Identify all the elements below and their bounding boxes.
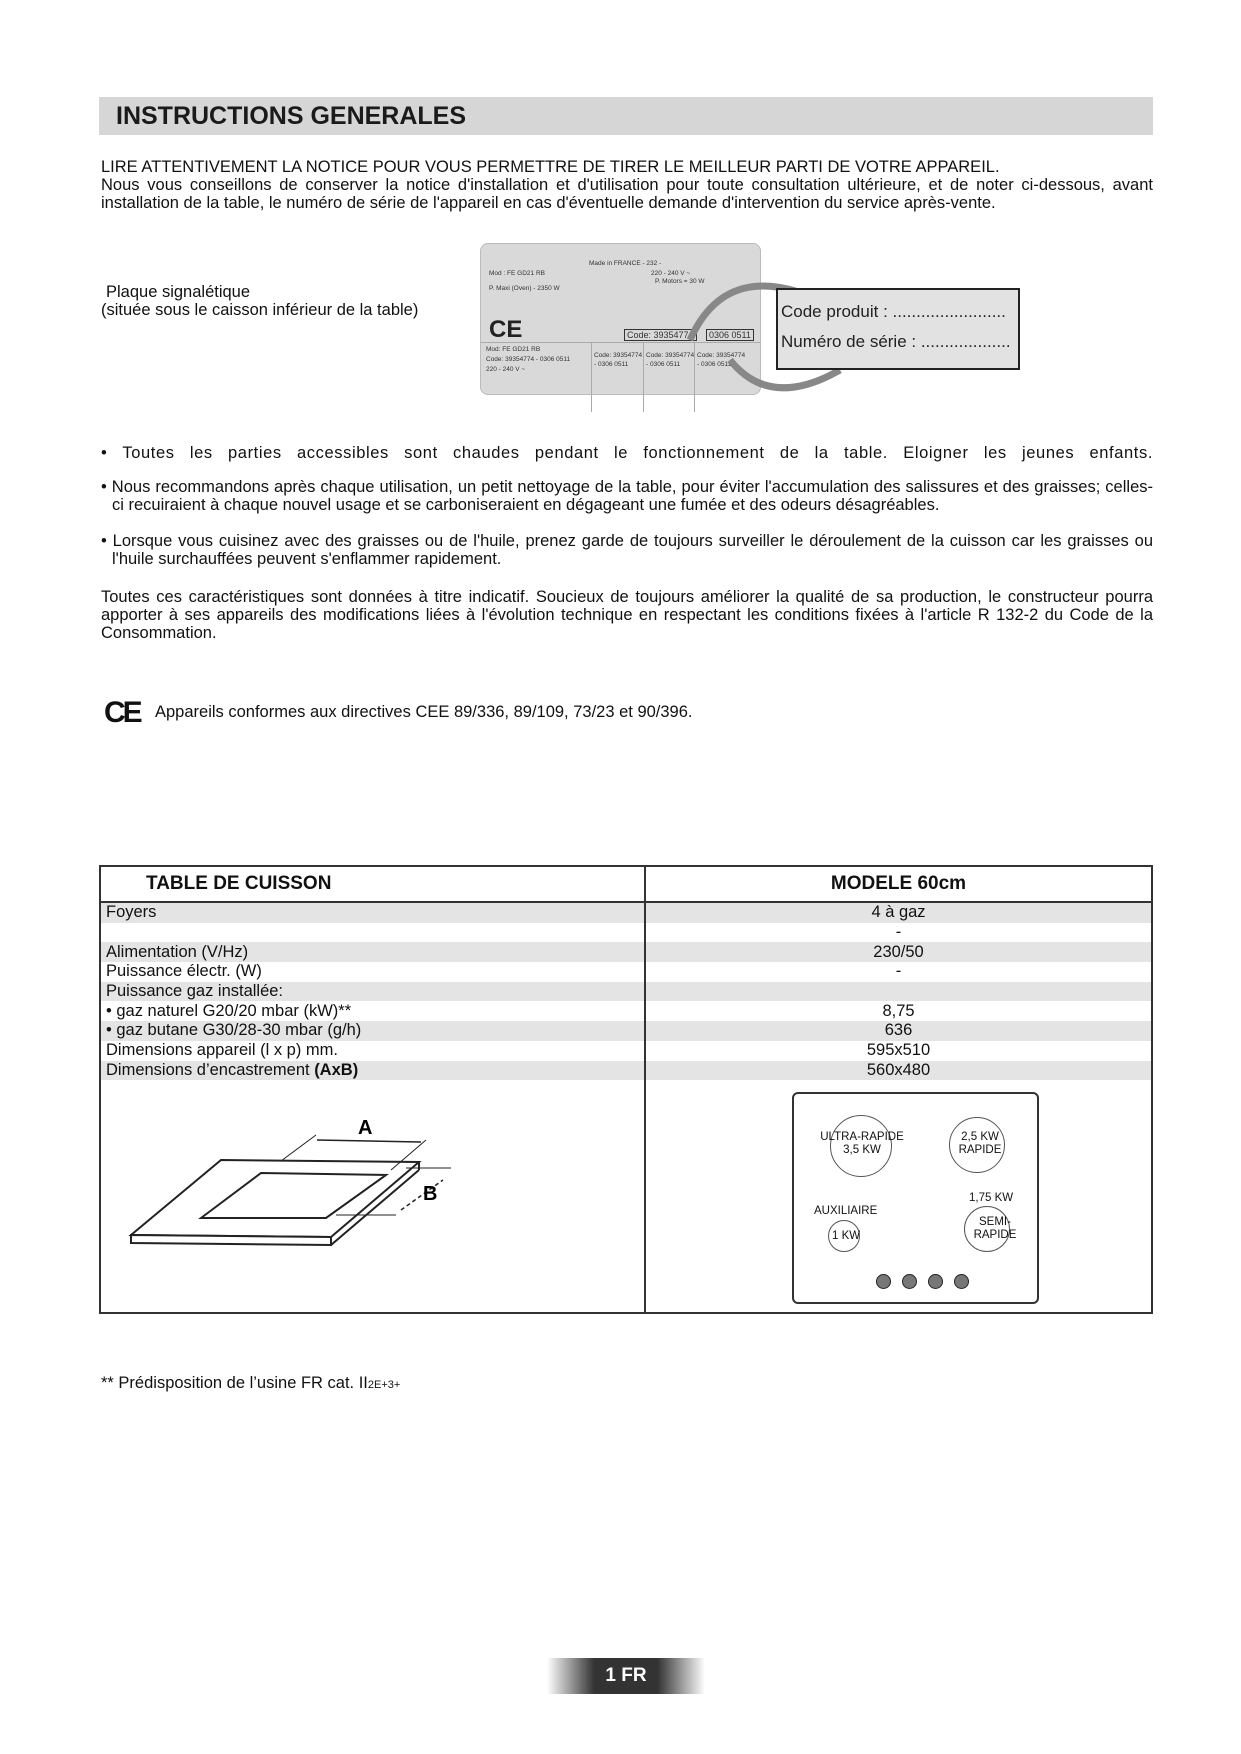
section-title: INSTRUCTIONS GENERALES: [116, 102, 467, 130]
row-value: 8,75: [882, 1001, 915, 1020]
plate-label: [101, 283, 418, 319]
spec-table: [99, 865, 1153, 1314]
row-label: [100, 923, 645, 943]
cutout-diagram: [121, 1100, 521, 1300]
burner-semi-power: 1,75 KW: [969, 1192, 1014, 1205]
plate-mod: Mod : FE GD21 RB: [489, 270, 545, 277]
table-row: [100, 1021, 1152, 1041]
hob-diagram-cell: [645, 1080, 1152, 1313]
intro: [101, 158, 1153, 212]
dimension-b-label: B: [423, 1183, 438, 1206]
row-label: Puissance gaz installée:: [100, 982, 645, 1002]
row-label: • gaz butane G30/28-30 mbar (g/h): [100, 1021, 645, 1041]
table-row: [100, 902, 1152, 923]
burner-semi-rapide: SEMI- RAPIDE: [973, 1216, 1017, 1242]
row-value: 230/50: [645, 942, 1152, 962]
row-value: 560x480: [645, 1061, 1152, 1081]
row-value: 595x510: [866, 1041, 931, 1060]
knob-icon[interactable]: [876, 1274, 891, 1289]
col-header-table: TABLE DE CUISSON: [100, 866, 645, 902]
serial-record-box: [776, 288, 1020, 370]
intro-caps: LIRE ATTENTIVEMENT LA NOTICE POUR VOUS PERMETTRE DE TIRER LE MEILLEUR PARTI DE VOTRE APPAREIL.: [101, 158, 1000, 176]
bullet-item: • Lorsque vous cuisinez avec des graisses ou de l'huile, prenez garde de toujours surveiller le déroulement de la cuisson car les graisses ou l'huile surchauffées peuvent s'enflammer rapidement.: [101, 532, 1153, 568]
plate-made: Made in FRANCE - 232 -: [589, 260, 662, 267]
plate-cell-1: Mod: FE GD21 RB Code: 39354774 - 0306 0511 220 - 240 V ~: [486, 346, 571, 373]
knob-icon[interactable]: [954, 1274, 969, 1289]
plate-cell-3: Code: 39354774 - 0306 0511: [643, 342, 696, 412]
ce-mark-icon: CE: [489, 316, 523, 343]
page-number: 1 FR: [547, 1658, 705, 1694]
plate-cell-4: Code: 39354774 - 0306 0511: [694, 342, 747, 412]
footnote: ** Prédisposition de l’usine FR cat. II2E+3+: [101, 1374, 401, 1392]
col-header-model: MODELE 60cm: [645, 866, 1152, 902]
row-label: Dimensions appareil (l x p) mm.: [100, 1041, 645, 1061]
dimension-a-label: A: [358, 1117, 373, 1140]
table-row: [100, 1061, 1152, 1081]
plate-cell-2: Code: 39354774 - 0306 0511: [591, 342, 644, 412]
row-value: 4 à gaz: [645, 902, 1152, 923]
table-row: [100, 962, 1152, 982]
row-value: -: [895, 962, 902, 981]
table-row: [100, 1001, 1152, 1021]
plate-motors: P. Motors = 30 W: [655, 278, 705, 285]
plate-label-location: (située sous le caisson inférieur de la table): [101, 301, 419, 319]
row-value: 636: [645, 1021, 1152, 1041]
row-label: Dimensions d’encastrement (AxB): [100, 1061, 645, 1081]
control-knobs: [876, 1274, 969, 1289]
plate-voltage: 220 - 240 V ~: [651, 270, 691, 277]
plate-code: Code: 39354774: [624, 329, 697, 341]
numero-serie-field[interactable]: Numéro de série : ...................: [781, 332, 1011, 351]
knob-icon[interactable]: [902, 1274, 917, 1289]
plate-pmax: P. Maxi (Oven) - 2350 W: [489, 285, 560, 292]
burner-aux-power: 1 KW: [832, 1230, 861, 1243]
burner-aux-label: AUXILIAIRE: [814, 1205, 878, 1218]
disclaimer: Toutes ces caractéristiques sont données à titre indicatif. Soucieux de toujours améliorer la qualité de sa production, le constructeur pourra apporter à ses appareils des modifications liées à l'évolution technique en respectant les conditions fixées à l'article R 132-2 du Code de la Consommation.: [101, 588, 1153, 642]
bullet-item: • Nous recommandons après chaque utilisation, un petit nettoyage de la table, pour éviter l'accumulation des salissures et des graisses; celles-ci recuiraient à chaque nouvel usage et se carboniseraient en dégageant une fumée et des odeurs désagréables.: [101, 478, 1153, 514]
table-row: [100, 982, 1152, 1002]
row-label: Puissance électr. (W): [100, 962, 645, 982]
knob-icon[interactable]: [928, 1274, 943, 1289]
row-label: • gaz naturel G20/20 mbar (kW)**: [100, 1001, 645, 1021]
row-label: Foyers: [100, 902, 645, 923]
section-header: [99, 97, 1153, 135]
bullet-list: [101, 444, 1153, 568]
burner-ultra-rapide: ULTRA-RAPIDE 3,5 KW: [820, 1131, 904, 1157]
row-value: -: [895, 923, 902, 942]
ce-mark-icon: CE: [104, 696, 140, 729]
bullet-item: • Toutes les parties accessibles sont chaudes pendant le fonctionnement de la table. Eloigner les jeunes enfants.: [101, 444, 1154, 462]
code-produit-field[interactable]: Code produit : ........................: [781, 302, 1006, 321]
table-row: [100, 942, 1152, 962]
plate-label-title: Plaque signalétique: [106, 283, 251, 301]
table-row: [100, 1041, 1152, 1061]
ce-compliance-text: Appareils conformes aux directives CEE 89/336, 89/109, 73/23 et 90/396.: [155, 703, 693, 721]
row-label: Alimentation (V/Hz): [100, 942, 645, 962]
intro-text: Nous vous conseillons de conserver la notice d'installation et d'utilisation pour toute consultation ultérieure, et de noter ci-dessous, avant installation de la table, le numéro de série de l'appareil en cas d'éventuelle demande d'intervention du service après-vente.: [101, 176, 1153, 212]
row-value: [645, 982, 1152, 1002]
cutout-diagram-cell: [100, 1080, 645, 1313]
hob-diagram: [792, 1092, 1039, 1304]
burner-rapide: 2,5 KW RAPIDE: [958, 1131, 1002, 1157]
table-row: [100, 923, 1152, 943]
plate-serial: 0306 0511: [706, 329, 754, 341]
